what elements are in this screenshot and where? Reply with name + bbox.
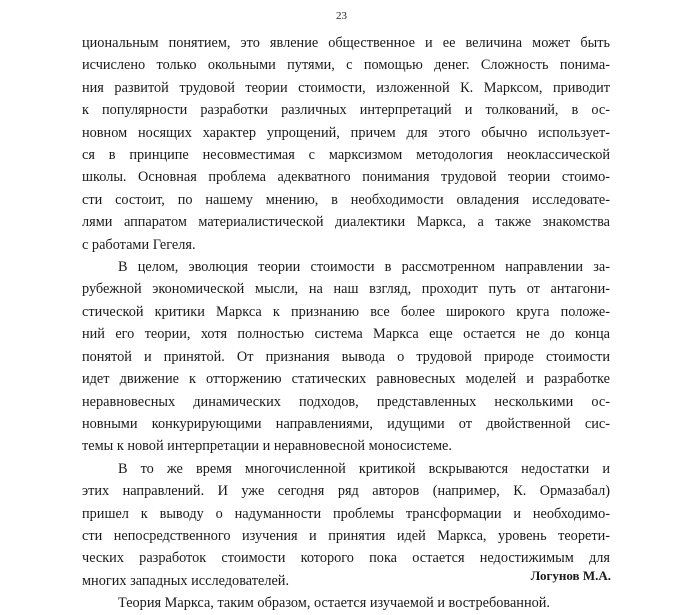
text-line: ния развитой трудовой теории стоимости, изложенной К. Марксом, приводит bbox=[82, 79, 610, 96]
text-line: В то же время многочисленной критикой вскрываются недостатки и bbox=[118, 460, 610, 477]
body-text bbox=[82, 32, 610, 615]
paragraph bbox=[82, 256, 610, 458]
text-line: школы. Основная проблема адекватного понимания трудовой теории стоимо- bbox=[82, 169, 610, 186]
text-line: с работами Гегеля. bbox=[82, 236, 196, 253]
text-line: многих западных исследователей. bbox=[82, 572, 290, 589]
text-line: темы к новой интерпретации и неравновесной моносистеме. bbox=[82, 438, 452, 455]
text-line: новными конкурирующими направлениями, идущими от двойственной сис- bbox=[82, 415, 610, 432]
text-line: сти состоит, по нашему мнению, в необходимости овладения исследовате- bbox=[82, 191, 610, 208]
text-line: новном носящих характер упрощений, причем для этого обычно использует- bbox=[82, 124, 610, 141]
text-line: к популярности разработки различных интерпретаций и толкований, в ос- bbox=[82, 102, 610, 119]
text-line: ческих разработок стоимости которого пока остается недостижимым для bbox=[82, 550, 610, 567]
text-line: пришел к выводу о надуманности проблемы трансформации и необходимо- bbox=[82, 505, 610, 522]
text-line: сти непосредственного изучения и принятия идей Маркса, уровень теорети- bbox=[82, 527, 610, 544]
paragraph bbox=[82, 592, 610, 614]
author-signature: Логунов М.А. bbox=[530, 568, 611, 583]
text-line: идет движение к отторжению статических равновесных моделей и разработке bbox=[82, 371, 610, 388]
text-line: циональным понятием, это явление общественное и ее величина может быть bbox=[82, 35, 610, 51]
text-line: Теория Маркса, таким образом, остается изучаемой и востребованной. bbox=[118, 595, 550, 612]
text-line: этих направлений. И уже сегодня ряд авторов (например, К. Ормазабал) bbox=[82, 483, 610, 500]
text-line: В целом, эволюция теории стоимости в рассмотренном направлении за- bbox=[118, 259, 610, 276]
page-number: 23 bbox=[336, 10, 347, 22]
text-line: исчислено только окольными путями, с помощью денег. Сложность понима- bbox=[82, 57, 610, 74]
text-line: лями аппаратом материалистической диалектики Маркса, а также знакомства bbox=[82, 214, 610, 231]
text-line: рубежной экономической мысли, на наш взгляд, проходит путь от антагони- bbox=[82, 281, 610, 298]
text-line: понятой и принятой. От признания вывода о трудовой природе стоимости bbox=[82, 348, 610, 365]
text-line: ний его теории, хотя полностью система Маркса еще остается не до конца bbox=[82, 326, 610, 343]
text-line: стической критики Маркса к признанию все более широкого круга положе- bbox=[82, 303, 610, 320]
text-line: ся в принципе несовместимая с марксизмом методология неоклассической bbox=[82, 147, 610, 164]
paragraph bbox=[82, 32, 610, 256]
text-line: неравновесных динамических подходов, представленных несколькими ос- bbox=[82, 393, 610, 410]
